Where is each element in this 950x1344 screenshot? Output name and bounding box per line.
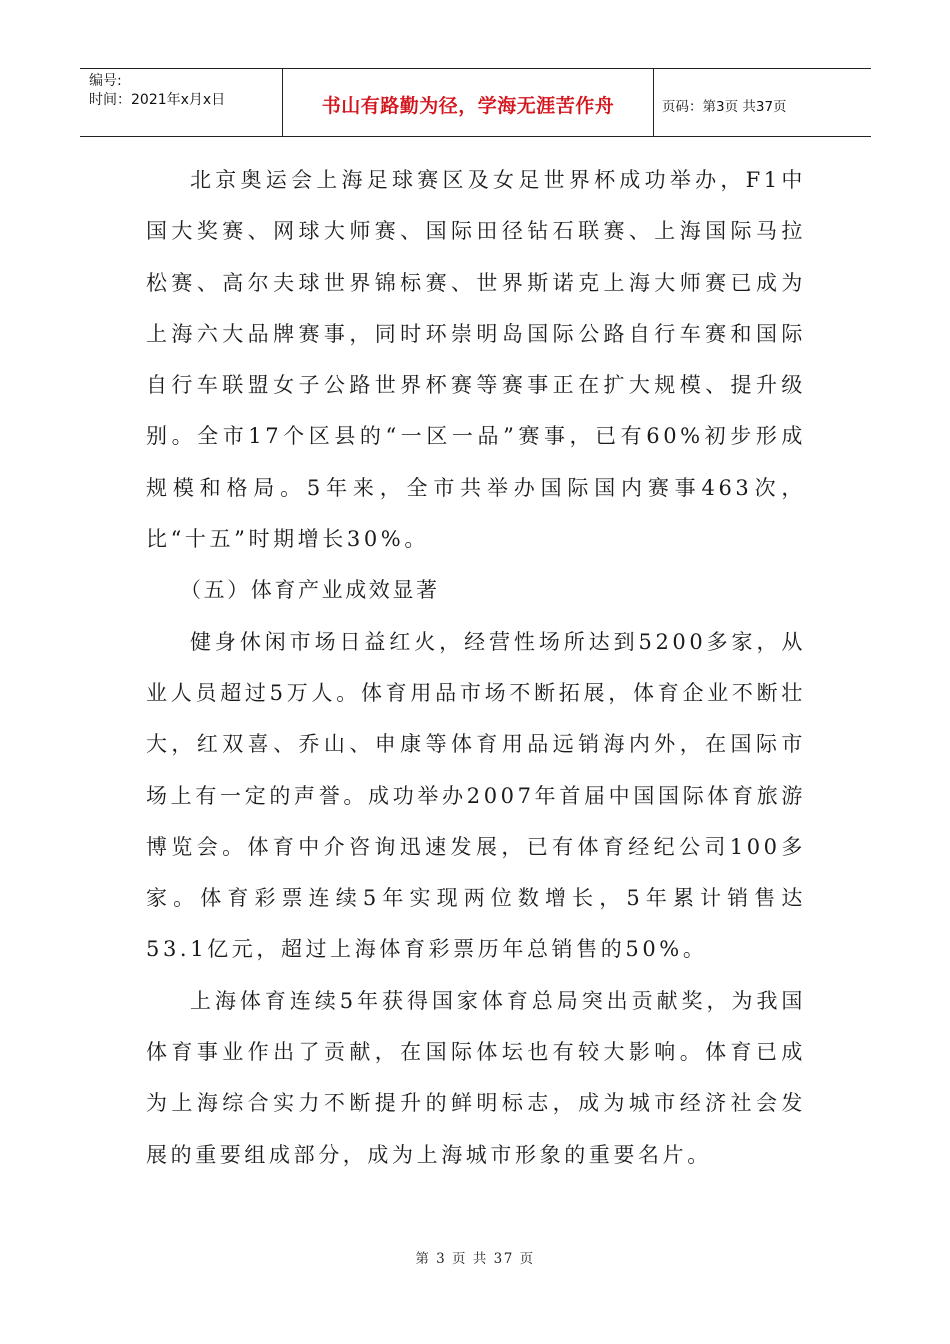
page-footer: 第 3 页 共 37 页 [415,1251,535,1267]
paragraph-events: 北京奥运会上海足球赛区及女足世界杯成功举办，F1中国大奖赛、网球大师赛、国际田径钻石联赛、上海国际马拉松赛、高尔夫球世界锦标赛、世界斯诺克上海大师赛已成为上海六大品牌赛事，同时环崇明岛国际公路自行车赛和国际自行车联盟女子公路世界杯赛等赛事正在扩大规模、提升级别。全市17个区县的“一区一品”赛事，已有60%初步形成规模和格局。5年来，全市共举办国际国内赛事463次，比“十五”时期增长30%。 [146,168,806,552]
header-meta-cell [80,69,283,136]
paragraph-industry: 健身休闲市场日益红火，经营性场所达到5200多家，从业人员超过5万人。体育用品市场不断拓展，体育企业不断壮大，红双喜、乔山、申康等体育用品远销海内外，在国际市场上有一定的声誉。成功举办2007年首届中国国际体育旅游博览会。体育中介咨询迅速发展，已有体育经纪公司100多家。体育彩票连续5年实现两位数增长，5年累计销售达53.1亿元，超过上海体育彩票历年总销售的50%。 [146,629,806,962]
header-motto: 书山有路勤为径，学海无涯苦作舟 [321,95,615,117]
header-page-cell [654,69,871,136]
document-header [80,68,871,137]
header-motto-cell [283,69,654,136]
document-date-label: 时间：2021年x月x日 [89,92,226,108]
document-number-label: 编号: [89,73,122,89]
paragraph-contribution: 上海体育连续5年获得国家体育总局突出贡献奖，为我国体育事业作出了贡献，在国际体坛也有较大影响。体育已成为上海综合实力不断提升的鲜明标志，成为城市经济社会发展的重要组成部分，成为上海城市形象的重要名片。 [146,988,806,1167]
section-heading: （五）体育产业成效显著 [180,578,440,603]
document-body [146,155,806,1181]
header-page-info: 页码：第3页 共37页 [662,98,787,115]
